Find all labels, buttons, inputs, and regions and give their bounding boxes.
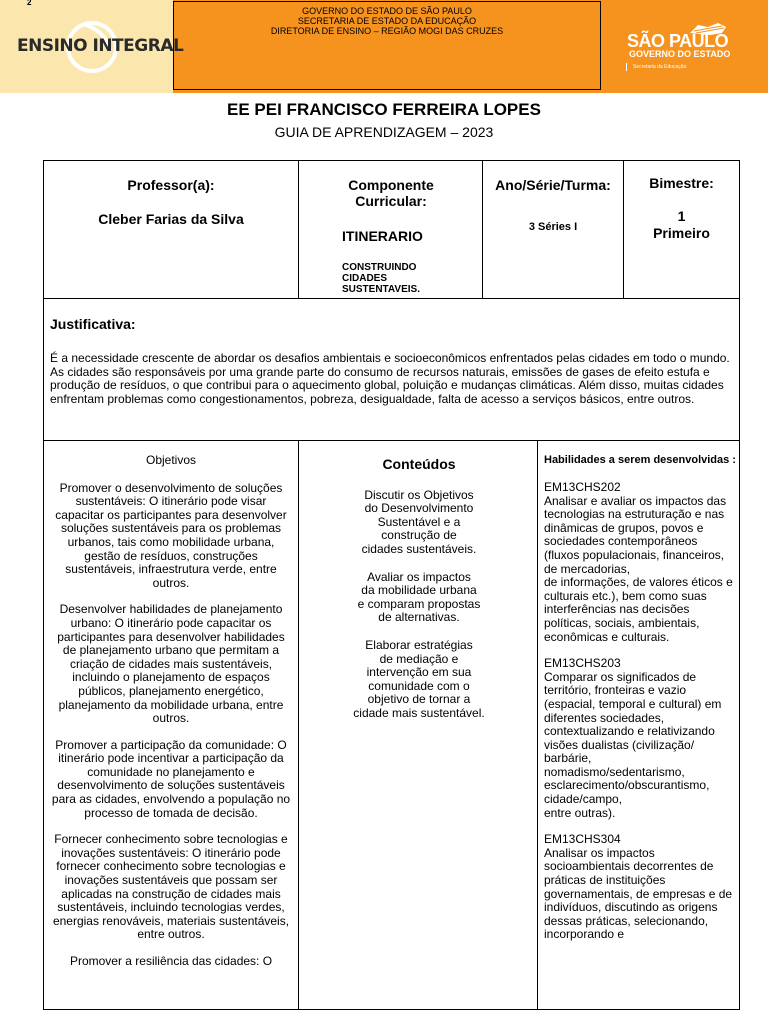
objetivo-paragraph: Fornecer conhecimento sobre tecnologias e inovações sustentáveis: O itinerário pode fornecer conhecimento sobre tecnologias e inovações sustentáveis que possam ser aplicadas na construção de cidades mais sustentáveis, incluindo tecnologias verdes, energias renováveis, materiais sustentáveis, entre outros.	[52, 832, 290, 942]
ensino-integral-logo-text: ENSINO INTEGRAL	[17, 36, 184, 56]
objetivo-paragraph: Desenvolver habilidades de planejamento urbano: O itinerário pode capacitar os participantes para desenvolver habilidades de planejamento urbano que permitam a criação de cidades mais sustentáveis, incluindo o planejamento de espaços públicos, planejamento energético, planejamento da mobilidade urbana, entre outros.	[57, 602, 285, 726]
sp-logo-divider	[626, 63, 627, 71]
ano-serie-turma-label: Ano/Série/Turma:	[495, 177, 611, 193]
government-header-box	[173, 1, 601, 90]
justificativa-text: É a necessidade crescente de abordar os desafios ambientais e socioeconômicos enfrentados pelas cidades em todo o mundo. As cidades são responsáveis por uma grande parte do consumo de recursos naturais, emissões de gases de efeito estufa e produção de resíduos, o que contribui para o aquecimento global, poluição e mudanças climáticas. Além disso, muitas cidades enfrentam problemas como congestionamentos, pobreza, desigualdade, falta de acesso a serviços básicos, entre outros.	[50, 351, 730, 406]
habilidades-column	[544, 454, 736, 942]
conteudos-column	[305, 458, 533, 721]
bimestre-number: 1	[677, 208, 686, 224]
gov-line-3: DIRETORIA DE ENSINO – REGIÃO MOGI DAS CRUZES	[270, 26, 504, 36]
objetivos-title: Objetivos	[145, 453, 197, 467]
table-divider	[43, 440, 740, 441]
objetivo-paragraph: Promover o desenvolvimento de soluções sustentáveis: O itinerário pode visar capacitar os participantes para desenvolver soluções sustentáveis para os problemas urbanos, tais como mobilidade urbana, gestão de resíduos, construções sustentáveis, infraestrutura verde, entre outros.	[55, 480, 287, 590]
sp-logo-subtitle: GOVERNO DO ESTADO	[629, 49, 731, 59]
habilidade-text: Comparar os significados de território, fronteiras e vazio (espacial, temporal e cultural) em diferentes sociedades, contextualizando e relativizando visões dualistas (civilização/ barbárie, nomadismo/sedentarismo, esclarecimento/obscurantismo, cidade/campo, entre outras).	[544, 669, 722, 820]
professor-label: Professor(a):	[127, 177, 215, 193]
habilidades-title: Habilidades a serem desenvolvidas :	[544, 454, 736, 466]
page-marker: 2	[27, 0, 32, 7]
habilidade-text: Analisar os impactos socioambientais decorrentes de práticas de instituições governamentais, de empresas e de indivíduos, discutindo as origens dessas práticas, selecionando, incorporando e	[544, 845, 733, 942]
bimestre-label: Bimestre:	[649, 175, 714, 191]
bimestre-text: Primeiro	[653, 225, 710, 241]
ano-serie-turma-value: 3 Séries I	[528, 221, 578, 233]
conteudos-title: Conteúdos	[382, 456, 456, 472]
sp-logo-title: SÃO PAULO	[627, 31, 729, 51]
habilidade-code: EM13CHS202	[544, 480, 621, 494]
gov-line-2: SECRETARIA DE ESTADO DA EDUCAÇÃO	[297, 16, 477, 26]
table-divider	[298, 440, 299, 1010]
sp-logo-secretaria: Secretaria da Educação	[633, 64, 687, 70]
conteudo-paragraph: Elaborar estratégias de mediação e intervenção em sua comunidade com o objetivo de tornar a cidade mais sustentável.	[353, 637, 485, 720]
habilidade-code: EM13CHS203	[544, 656, 621, 671]
gov-line-1: GOVERNO DO ESTADO DE SÃO PAULO	[302, 6, 472, 16]
objetivos-column	[50, 454, 292, 969]
table-divider	[43, 298, 740, 299]
habilidade-text: Analisar e avaliar os impactos das tecnologias na estruturação e nas dinâmicas de grupos, povos e sociedades contemporâneos (fluxos populacionais, financeiros, de mercadorias, de informações, de valores éticos e culturais etc.), bem como suas interferências nas decisões políticas, sociais, ambientais, econômicas e culturais.	[544, 493, 733, 644]
habilidade-code: EM13CHS304	[544, 832, 621, 847]
conteudo-paragraph: Avaliar os impactos da mobilidade urbana e comparam propostas de alternativas.	[357, 569, 481, 625]
conteudo-paragraph: Discutir os Objetivos do Desenvolvimento Sustentável e a construção de cidades sustentáveis.	[361, 487, 477, 556]
objetivo-paragraph: Promover a resiliência das cidades: O	[69, 954, 273, 968]
objetivo-paragraph: Promover a participação da comunidade: O itinerário pode incentivar a participação da comunidade no planejamento e desenvolvimento de soluções sustentáveis para as cidades, envolvendo a população no processo de tomada de decisão.	[51, 737, 291, 820]
table-divider	[537, 440, 538, 1010]
professor-name: Cleber Farias da Silva	[98, 211, 244, 227]
school-name: EE PEI FRANCISCO FERREIRA LOPES	[227, 100, 541, 119]
guide-title: GUIA DE APRENDIZAGEM – 2023	[274, 124, 494, 140]
componente-label: Componente Curricular:	[348, 177, 434, 209]
table-divider	[298, 160, 299, 298]
justificativa-label: Justificativa:	[50, 316, 136, 332]
componente-value: ITINERARIO	[342, 228, 423, 244]
componente-subtitle: CONSTRUINDO CIDADES SUSTENTAVEIS.	[342, 262, 420, 295]
